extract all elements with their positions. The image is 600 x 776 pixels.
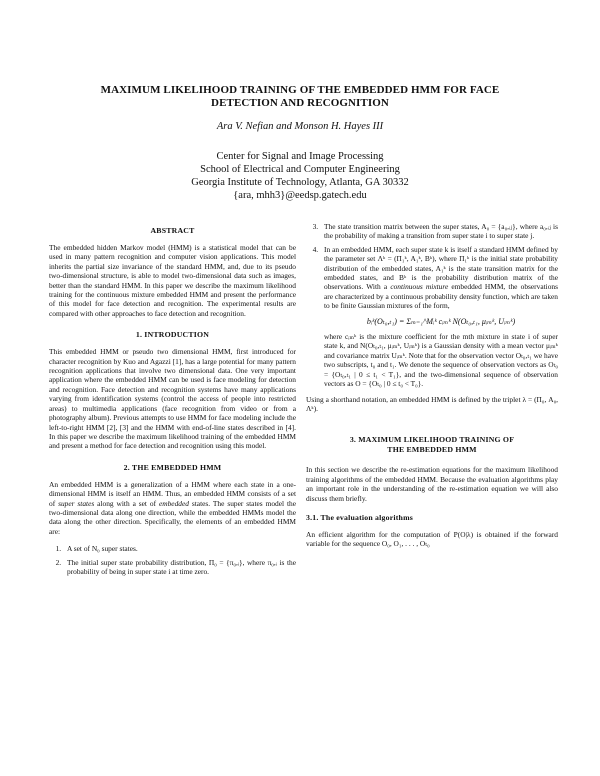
embedded-elements-list-a [49, 544, 296, 576]
embedded-text-em2: embedded [158, 498, 189, 508]
embedded-text [49, 480, 296, 536]
mixture-equation: bᵢᵏ(Oₜ₀,ₜ₁) = Σₘ₌₁^Mᵢᵏ cᵢₘᵏ N(Oₜ₀,ₜ₁, μᵢₘᵏ, Uᵢₘᵏ) [366, 316, 516, 326]
abstract-heading: ABSTRACT [150, 226, 195, 235]
embedded-text-em1: super states [58, 498, 95, 508]
list-item: 2. The initial super state probability distribution, Π₀ = {π₀,ᵢ}, where π₀,ᵢ is the probability of being in super state i at time zero. [63, 558, 296, 577]
right-column [306, 222, 558, 557]
ml-heading-line-2: THE EMBEDDED HMM [387, 445, 477, 455]
item4-text-b: embedded HMM, the observations are characterized by a continuous probability density function, which are taken to be finite Gaussian mixtures of the form, [324, 282, 558, 311]
left-column [49, 226, 296, 582]
affiliation [40, 150, 560, 202]
intro-heading: 1. INTRODUCTION [135, 330, 210, 340]
item4-text-em: continuous mixture [390, 282, 449, 292]
item4-text-a: In an embedded HMM, each super state k is itself a standard HMM defined by the parameter set Λᵏ = (Π₁ᵏ, A₁ᵏ, Bᵏ), where Π₁ᵏ is the initial state probability distribution of the embedded states, A₁ᵏ is the state transition matrix for the embedded states, and Bᵏ is the probability distribution matrix of the observations. With a [324, 244, 558, 292]
ml-text: In this section we describe the re-estimation equations for the maximum likelihood training algorithms of the embedded HMM. Because the evaluation algorithms play an important role in the understanding of the re-estimation equation we will also discuss them briefly. [306, 465, 558, 503]
list-item: 3. The state transition matrix between the super states, A₀ = {a₀,ᵢⱼ}, where a₀,ᵢⱼ is the probability of making a transition from super state i to super state j. [320, 222, 558, 241]
title-line-2: DETECTION AND RECOGNITION [211, 97, 389, 109]
intro-text: This embedded HMM or pseudo two dimensional HMM, first introduced for character recognition by Kuo and Agazzi [1], has a large potential for many pattern recognition applications that involve two dimensional data. One very important application where the embedded HMM can be used is face modeling for detection and recognition. Face detection and recognition systems have many applications varying from identification systems (control the access of people into restricted areas) to multimedia applications (face recognition from video or from a photography album). Previous attempts to use HMM for face modeling include the left-to-right HMM [2], [3] and the HMM with end-of-line states described in [4]. In this paper we describe the maximum likelihood training of the embedded HMM and present a method for face detection and recognition using this model. [49, 347, 296, 451]
ml-heading-line-1: 3. MAXIMUM LIKELIHOOD TRAINING OF [349, 435, 515, 445]
abstract-text: The embedded hidden Markov model (HMM) is a statistical model that can be used in many pattern recognition and computer vision applications. This model inherits the partial size invariance of the standard HMM, and, due to its pseudo two-dimensional structure, is able to model two-dimensional data such as images, better than the standard HMM. In this paper we describe the maximum likelihood training for the continuous mixture embedded HMM and present the performance of this model for face detection and recognition. The experimental results are compared with other approaches to face detection and recognition. [49, 243, 296, 318]
affiliation-line-1: Center for Signal and Image Processing [216, 151, 384, 162]
paper-title [40, 84, 560, 110]
item4-text-c: where cᵢₘᵏ is the mixture coefficient for the mth mixture in state i of super state k, and N(Oₜ₀,ₜ₁, μᵢₘᵏ, Uᵢₘᵏ) is a Gaussian density with a mean vector μᵢₘᵏ and covariance matrix Uᵢₘᵏ. Note that for the observation vector Oₜ₀,ₜ₁ we have two subscripts, t₀ and t₁. We denote the sequence of observation vectors as Oₜ₀ = {Oₜ₀,ₜ₁ | 0 ≤ t₁ < T₁}, and the two-dimensional sequence of observation vectors as O = {Oₜ₀ | 0 ≤ t₀ < T₀}. [324, 332, 558, 389]
embedded-heading: 2. THE EMBEDDED HMM [123, 462, 222, 472]
list-item [320, 245, 558, 389]
affiliation-line-3: Georgia Institute of Technology, Atlanta, GA 30332 [191, 177, 409, 188]
ml-heading [306, 435, 558, 455]
affiliation-line-2: School of Electrical and Computer Engineering [200, 164, 400, 175]
evaluation-subheading: 3.1. The evaluation algorithms [306, 512, 414, 522]
authors: Ara V. Nefian and Monson H. Hayes III [216, 121, 384, 132]
evaluation-text: An efficient algorithm for the computation of P(O|λ) is obtained if the forward variable for the sequence O₀, O₁, . . . , Oₜ₀ [306, 529, 558, 549]
embedded-elements-list-b [306, 222, 558, 389]
list-item: 1. A set of N₀ super states. [63, 544, 296, 553]
embedded-text-a: An embedded HMM is a generalization of a HMM where each state in a one-dimensional HMM is itself an HMM. Thus, an embedded HMM consists of a set of [49, 479, 296, 508]
embedded-text-c: states. The super states model the two-dimensional data along one direction, while the embedded HMMs model the data along the other direction. Specifically, the elements of an embedded HMM are: [49, 498, 297, 536]
affiliation-email: {ara, mhh3}@eedsp.gatech.edu [233, 190, 367, 201]
shorthand-text: Using a shorthand notation, an embedded HMM is defined by the triplet λ = (Π₀, A₀, Λᵏ). [306, 394, 558, 413]
embedded-text-b: along with a set of [94, 498, 159, 508]
title-line-1: MAXIMUM LIKELIHOOD TRAINING OF THE EMBEDDED HMM FOR FACE [100, 84, 500, 96]
